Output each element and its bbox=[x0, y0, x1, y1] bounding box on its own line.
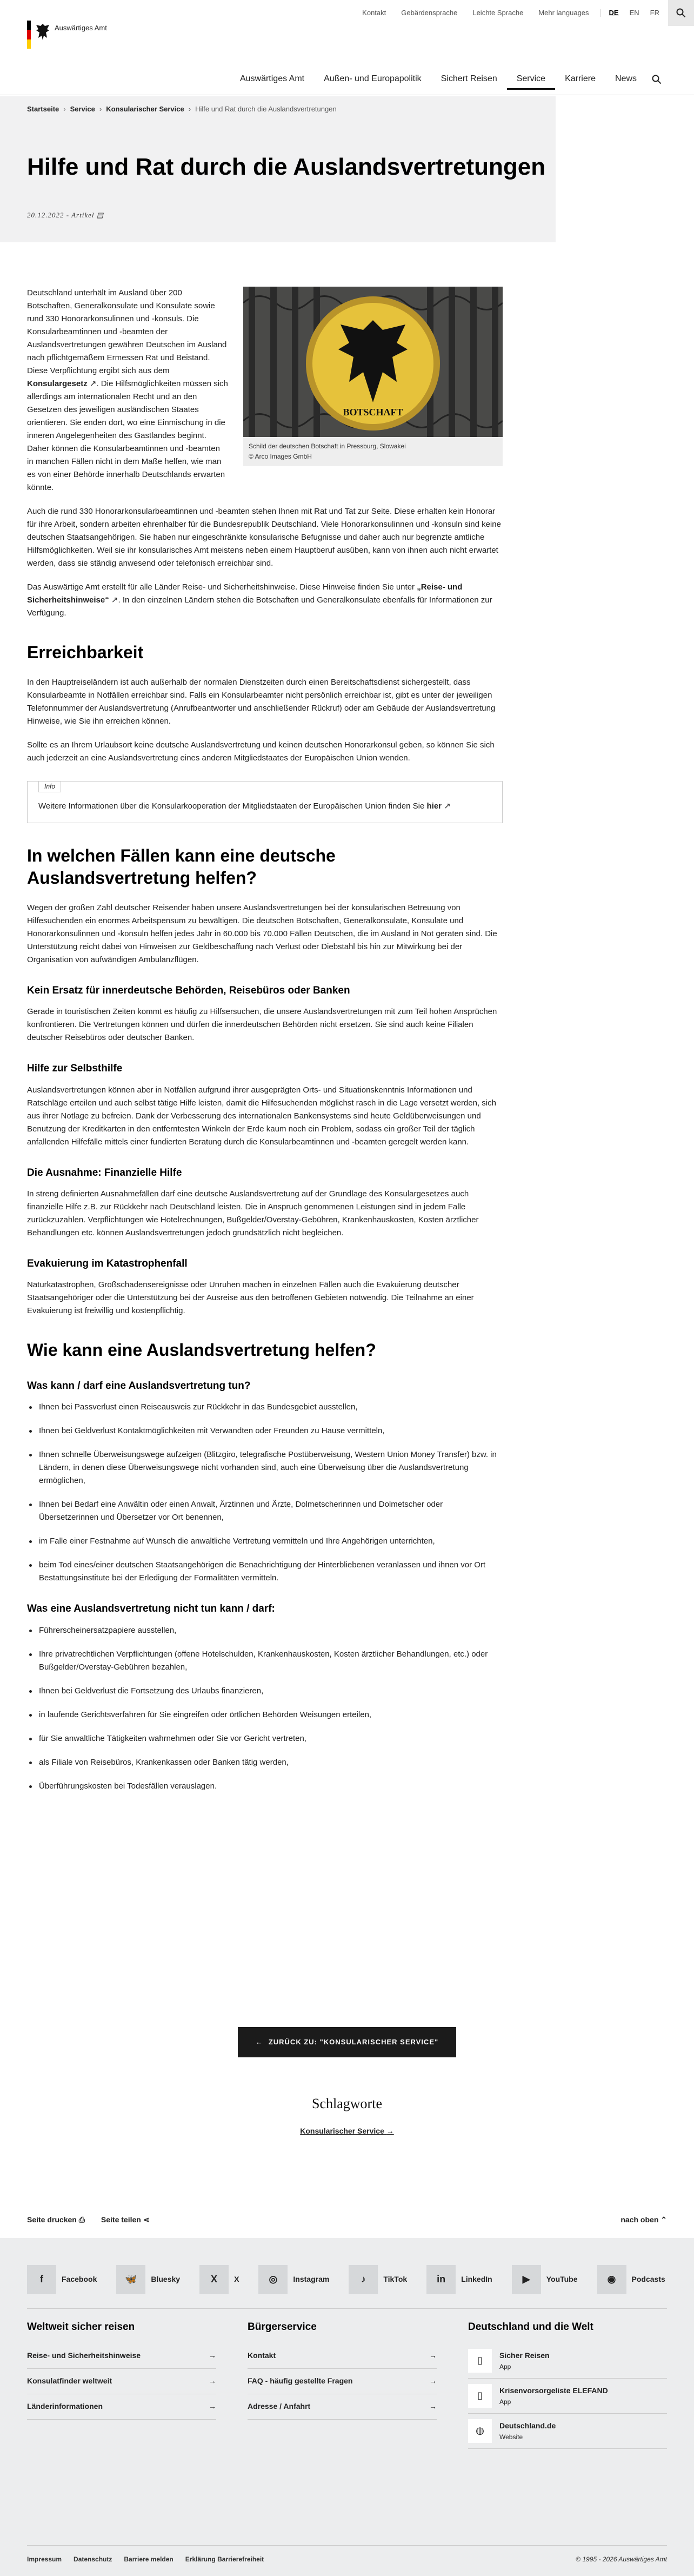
legal-link-barriere[interactable]: Barriere melden bbox=[124, 2555, 174, 2563]
image-caption bbox=[243, 437, 503, 466]
finanzielle-hilfe-paragraph: In streng definierten Ausnahmefällen darf eine deutsche Auslandsvertretung auf der Grundlage des Konsulargesetzes auch finanzielle Hilfe z.B. zur Rückkehr nach Deutschland leisten. Die in Anspruch genommenen Leistungen sind in jedem Falle zurückzuzahlen. Verpflichtungen wie Hotelrechnungen, Bußgelder/Overstay-Gebühren, Krankenhauskosten, Kosten ärztlicher Behandlungen etc. können Auslandsvertretungen jedoch grundsätzlich nicht begleichen. bbox=[27, 1189, 479, 1237]
nav-news[interactable]: News bbox=[615, 74, 637, 84]
back-button[interactable] bbox=[238, 2027, 456, 2057]
subheading-selbsthilfe: Hilfe zur Selbsthilfe bbox=[27, 1063, 123, 1075]
intro-paragraph-2: Auch die rund 330 Honorarkonsularbeamtinnen und -beamten stehen Ihnen mit Rat und Tat zur Seite. Diese erhalten kein Honorar für ihre Arbeit, sondern arbeiten ehrenhalber für die Bundesrepublik Deutschland. Viele Honorarkonsulinnen und -konsuln sind keine deutschen Staatsangehörigen. Sie haben nur eingeschränkte konsularische Befugnisse und daher auch nur begrenzte amtliche Hilfsmöglichkeiten. Weil sie ihr konsularisches Amt meistens neben einem Hauptberuf ausüben, kann von ihnen auch nicht erwartet werden, dass sie ständig anwesend oder telefonisch erreichbar sind. bbox=[27, 507, 501, 568]
phone-icon: ▯ bbox=[468, 2384, 492, 2408]
util-link-leichte-sprache[interactable]: Leichte Sprache bbox=[472, 8, 524, 17]
list-item: Ihnen bei Geldverlust Kontaktmöglichkeiten mit Verwandten oder Freunden zu Hause vermitteln, bbox=[27, 1425, 503, 1438]
flag-icon bbox=[27, 21, 31, 49]
erreichbarkeit-paragraph-1: In den Hauptreiseländern ist auch außerhalb der normalen Dienstzeiten durch einen Bereitschaftsdienst sichergestellt, dass Konsularbeamte in Notfällen erreichbar sind. Falls ein Konsularbeamter nicht persönlich erreichbar ist, gibt es unter der jeweiligen Telefonnummer der Auslandsvertretung (Anrufbeantworter und anschließender Rückruf) oder am Gebäude der Auslandsvertretung Hinweise, wie Sie ihn erreichen können. bbox=[27, 677, 496, 726]
social-tiktok[interactable] bbox=[349, 2265, 407, 2294]
footer-app-link[interactable] bbox=[468, 2379, 667, 2414]
social-label: TikTok bbox=[383, 2275, 408, 2284]
list-item: Ihre privatrechtlichen Verpflichtungen (offene Hotelschulden, Krankenhauskosten, Kosten ärztlicher Behandlungen, etc.) oder Bußgelder/Overstay-Gebühren bezahlen, bbox=[27, 1648, 503, 1674]
external-link-icon: ↗ bbox=[111, 595, 118, 605]
copyright: © 1995 - 2026 Auswärtiges Amt bbox=[576, 2555, 667, 2563]
lang-en[interactable]: EN bbox=[629, 8, 639, 17]
breadcrumb-startseite[interactable]: Startseite bbox=[27, 105, 59, 113]
legal-link-barrierefreiheit[interactable]: Erklärung Barrierefreiheit bbox=[185, 2555, 264, 2563]
arrow-right-icon: → bbox=[429, 2376, 437, 2386]
cannot-list bbox=[27, 1624, 503, 1793]
footer-app-title: Sicher Reisen bbox=[499, 2351, 550, 2360]
divider bbox=[27, 2308, 667, 2309]
share-row bbox=[27, 2214, 667, 2226]
nav-search-button[interactable] bbox=[646, 70, 667, 90]
subheading-was-nicht: Was eine Auslandsvertretung nicht tun kann / darf: bbox=[27, 1603, 275, 1615]
keywords-heading: Schlagworte bbox=[312, 2096, 382, 2111]
legal-links bbox=[27, 2545, 667, 2565]
linkedin-icon: in bbox=[426, 2265, 456, 2294]
embassy-sign-image bbox=[243, 287, 503, 437]
facebook-icon: f bbox=[27, 2265, 56, 2294]
evakuierung-paragraph: Naturkatastrophen, Großschadensereignisse oder Unruhen machen in einzelnen Fällen auch die Evakuierung deutscher Staatsangehöriger oder die Unterstützung bei der Ausreise aus den betroffenen Gebieten notwendig. Die Teilnahme an einer Evakuierung ist freiwillig und kostenpflichtig. bbox=[27, 1280, 474, 1316]
intro-text: Das Auswärtige Amt erstellt für alle Länder Reise- und Sicherheitshinweise. Diese Hinweise finden Sie unter bbox=[27, 582, 415, 592]
nav-service[interactable]: Service bbox=[507, 70, 555, 90]
list-item: Ihnen bei Bedarf eine Anwältin oder einen Anwalt, Ärztinnen und Ärzte, Dolmetscherinnen und Dolmetscher oder Übersetzerinnen und Übersetzer vor Ort benennen, bbox=[27, 1498, 503, 1524]
list-item: für Sie anwaltliche Tätigkeiten wahrnehmen oder Sie vor Gericht vertreten, bbox=[27, 1732, 503, 1745]
social-label: YouTube bbox=[546, 2275, 578, 2284]
back-to-top-label: nach oben bbox=[620, 2215, 659, 2224]
bluesky-icon: 🦋 bbox=[116, 2265, 145, 2294]
social-label: X bbox=[234, 2275, 239, 2284]
logo-text: Auswärtiges Amt bbox=[55, 24, 107, 32]
article-figure bbox=[243, 287, 503, 466]
breadcrumb-service[interactable]: Service bbox=[70, 105, 95, 113]
footer bbox=[0, 2238, 694, 2576]
keyword-link[interactable] bbox=[0, 2125, 694, 2137]
external-link-icon: ↗ bbox=[444, 801, 451, 811]
chevron-right-icon: › bbox=[63, 105, 66, 113]
tiktok-icon: ♪ bbox=[349, 2265, 378, 2294]
subheading-kein-ersatz: Kein Ersatz für innerdeutsche Behörden, Reisebüros oder Banken bbox=[27, 984, 350, 996]
arrow-right-icon: → bbox=[209, 2351, 216, 2360]
legal-link-impressum[interactable]: Impressum bbox=[27, 2555, 62, 2563]
main-content bbox=[27, 287, 503, 1804]
social-label: Facebook bbox=[62, 2275, 97, 2284]
list-item: Ihnen bei Passverlust einen Reiseausweis zur Rückkehr in das Bundesgebiet ausstellen, bbox=[27, 1401, 503, 1414]
social-links bbox=[27, 2265, 665, 2294]
caption-credit: © Arco Images GmbH bbox=[249, 453, 312, 461]
social-linkedin[interactable] bbox=[426, 2265, 492, 2294]
lang-de[interactable]: DE bbox=[609, 8, 619, 17]
share-label: Seite teilen bbox=[101, 2215, 141, 2224]
breadcrumb-current: Hilfe und Rat durch die Auslandsvertretungen bbox=[195, 105, 337, 113]
footer-link-label: FAQ - häufig gestellte Fragen bbox=[248, 2376, 353, 2386]
chevron-up-icon: ⌃ bbox=[660, 2215, 667, 2224]
breadcrumb bbox=[27, 104, 337, 115]
legal-link-datenschutz[interactable]: Datenschutz bbox=[74, 2555, 112, 2563]
caption-text: Schild der deutschen Botschaft in Pressburg, Slowakei bbox=[249, 442, 406, 450]
back-to-top-button[interactable] bbox=[620, 2214, 667, 2226]
page-title: Hilfe und Rat durch die Auslandsvertretungen bbox=[27, 154, 546, 180]
util-link-kontakt[interactable]: Kontakt bbox=[362, 8, 386, 17]
external-link-icon: ↗ bbox=[89, 379, 97, 388]
info-text-body: Weitere Informationen über die Konsularkooperation der Mitgliedstaaten der Europäischen Union finden Sie bbox=[38, 801, 425, 811]
social-label: LinkedIn bbox=[461, 2275, 492, 2284]
print-label: Seite drucken bbox=[27, 2215, 77, 2224]
footer-col-reisen bbox=[27, 2319, 216, 2420]
intro-text: Deutschland unterhält im Ausland über 200 Botschaften, Generalkonsulate und Konsulate sowie rund 330 Honorarkonsulinnen und -konsuls. Die Konsularbeamtinnen und -beamten der Auslandsvertretungen gewähren Deutschen im Ausland nach pflichtgemäßem Ermessen Rat und Beistand. Diese Verpflichtung ergibt sich aus dem bbox=[27, 288, 227, 375]
arrow-right-icon: → bbox=[429, 2401, 437, 2411]
footer-col-buergerservice bbox=[248, 2319, 437, 2420]
nav-karriere[interactable]: Karriere bbox=[565, 74, 596, 84]
footer-app-type: Website bbox=[499, 2433, 523, 2441]
footer-link[interactable] bbox=[27, 2369, 216, 2394]
intro-text: . In den einzelnen Ländern stehen die Botschaften und Generalkonsulate ebenfalls für Informationen zur Verfügung. bbox=[27, 595, 492, 618]
lang-fr[interactable]: FR bbox=[650, 8, 659, 17]
footer-link[interactable] bbox=[27, 2343, 216, 2369]
intro-paragraph-3 bbox=[27, 581, 503, 620]
nav-sicher-reisen[interactable]: Sichert Reisen bbox=[441, 74, 497, 84]
nav-aussenpolitik[interactable]: Außen- und Europapolitik bbox=[324, 74, 422, 84]
footer-col-welt bbox=[468, 2319, 667, 2449]
list-item: als Filiale von Reisebüros, Krankenkassen oder Banken tätig werden, bbox=[27, 1756, 503, 1769]
subheading-was-kann: Was kann / darf eine Auslandsvertretung tun? bbox=[27, 1380, 251, 1392]
article-meta-text: 20.12.2022 - Artikel bbox=[27, 211, 95, 219]
footer-link-label: Reise- und Sicherheitshinweise bbox=[27, 2351, 141, 2360]
podcast-icon: ◉ bbox=[597, 2265, 626, 2294]
phone-icon: ▯ bbox=[468, 2349, 492, 2373]
intro-text: . Die Hilfsmöglichkeiten müssen sich allerdings am internationalen Recht und an den Gesetzen des jeweiligen ausländischen Staates orientieren. Sie enden dort, wo eine Einmischung in die inneren Angelegenheiten des Gastlandes beginnt. Daher können die Konsularbeamtinnen und -beamten in manchen Fällen nicht in dem Maße helfen, wie man es von einer Behörde innerhalb Deutschlands erwarten könnte. bbox=[27, 379, 228, 492]
arrow-right-icon: → bbox=[386, 2127, 394, 2135]
konsulargesetz-link[interactable]: Konsulargesetz bbox=[27, 379, 88, 388]
eagle-icon bbox=[35, 23, 50, 41]
section-heading-wie: Wie kann eine Auslandsvertretung helfen? bbox=[27, 1340, 376, 1360]
list-item: im Falle einer Festnahme auf Wunsch die anwaltliche Vertretung vermitteln und Ihre Angehörigen unterrichten, bbox=[27, 1535, 503, 1548]
main-nav bbox=[230, 70, 667, 90]
keyword-link-label: Konsularischer Service bbox=[300, 2127, 384, 2135]
list-item: Führerscheinersatzpapiere ausstellen, bbox=[27, 1624, 503, 1637]
social-youtube[interactable] bbox=[512, 2265, 578, 2294]
utility-bar bbox=[355, 0, 694, 26]
info-tag: Info bbox=[38, 781, 61, 792]
info-box bbox=[27, 781, 503, 823]
chevron-right-icon: › bbox=[99, 105, 102, 113]
footer-link[interactable] bbox=[248, 2369, 437, 2394]
footer-app-title: Deutschland.de bbox=[499, 2421, 556, 2431]
sign-text: BOTSCHAFT bbox=[343, 407, 403, 418]
instagram-icon: ◎ bbox=[258, 2265, 288, 2294]
document-icon: ▤ bbox=[96, 211, 104, 219]
share-icon: ⋖ bbox=[143, 2215, 150, 2224]
list-item: in laufende Gerichtsverfahren für Sie eingreifen oder örtlichen Behörden Weisungen erteilen, bbox=[27, 1708, 503, 1721]
social-label: Podcasts bbox=[631, 2275, 665, 2284]
faelle-paragraph: Wegen der großen Zahl deutscher Reisender haben unsere Auslandsvertretungen bei der konsularischen Betreuung von Hilfesuchenden ein enormes Arbeitspensum zu bewältigen. Die deutschen Botschaften, Generalkonsulate, Konsulate und Honorarkonsulinnen und -konsuln helfen jedes Jahr in 60.000 bis 70.000 Fällen Deutschen, die im Ausland in Not geraten sind. Die Unterstützung reicht dabei von Hinweisen zur Geldbeschaffung nach Verlust oder Diebstahl bis hin zur Mitwirkung bei der Organisation von aufwändigen Ambulanzflügen. bbox=[27, 903, 497, 964]
nav-auswaertiges-amt[interactable]: Auswärtiges Amt bbox=[239, 74, 305, 84]
arrow-right-icon: → bbox=[429, 2351, 437, 2360]
embassy-photo bbox=[243, 287, 503, 437]
info-link[interactable]: hier bbox=[426, 801, 442, 811]
chevron-right-icon: › bbox=[188, 105, 191, 113]
list-item: Ihnen bei Geldverlust die Fortsetzung des Urlaubs finanzieren, bbox=[27, 1685, 503, 1698]
arrow-right-icon: → bbox=[209, 2401, 216, 2411]
breadcrumb-konsularischer-service[interactable]: Konsularischer Service bbox=[106, 105, 184, 113]
footer-heading: Deutschland und die Welt bbox=[468, 2321, 593, 2333]
social-x[interactable] bbox=[199, 2265, 239, 2294]
arrow-left-icon: ← bbox=[255, 2037, 263, 2046]
printer-icon: ⎙ bbox=[78, 2215, 85, 2224]
social-instagram[interactable] bbox=[258, 2265, 329, 2294]
arrow-right-icon: → bbox=[209, 2376, 216, 2386]
footer-app-title: Krisenvorsorgeliste ELEFAND bbox=[499, 2386, 608, 2395]
footer-app-link[interactable] bbox=[468, 2343, 667, 2379]
social-label: Bluesky bbox=[151, 2275, 181, 2284]
footer-link-label: Konsulatfinder weltweit bbox=[27, 2376, 112, 2386]
social-label: Instagram bbox=[293, 2275, 330, 2284]
social-podcasts[interactable] bbox=[597, 2265, 665, 2294]
search-icon bbox=[676, 8, 686, 18]
footer-link-label: Kontakt bbox=[248, 2351, 276, 2360]
x-icon: X bbox=[199, 2265, 229, 2294]
selbsthilfe-paragraph: Auslandsvertretungen können aber in Notfällen aufgrund ihrer ausgeprägten Orts- und Situationskenntnis Informationen und Ratschläge erteilen und auch selbst tätige Hilfe leisten, damit die Hilfesuchenden möglichst rasch in die Lage versetzt werden, sich aus ihrer Notlage zu befreien. Dank der Verbesserung des internationalen Bankensystems sind heute Geldüberweisungen und Benutzung der Kreditkarten in den entferntesten Winkeln der Erde kaum noch ein Problem, sodass ein großer Teil der täglich anfallenden Hilfefälle mittels einer fundierten Beratung durch die Konsularbeamtinnen und -beamten geregelt werden kann. bbox=[27, 1085, 496, 1147]
footer-app-type: App bbox=[499, 2398, 511, 2406]
subheading-finanzielle-hilfe: Die Ausnahme: Finanzielle Hilfe bbox=[27, 1167, 182, 1178]
social-facebook[interactable] bbox=[27, 2265, 97, 2294]
list-item: Ihnen schnelle Überweisungswege aufzeigen (Blitzgiro, telegrafische Postüberweisung, Western Union Money Transfer) bzw. in Ländern, in denen diese Überweisungswege nicht vorhanden sind, auch eine Überweisung über die Auslandsvertretung ermöglichen, bbox=[27, 1448, 503, 1487]
print-button[interactable] bbox=[27, 2214, 85, 2226]
footer-app-type: App bbox=[499, 2362, 511, 2370]
section-heading-faelle: In welchen Fällen kann eine deutsche Auslandsvertretung helfen? bbox=[27, 845, 336, 888]
globe-icon: ◍ bbox=[468, 2419, 492, 2443]
subheading-evakuierung: Evakuierung im Katastrophenfall bbox=[27, 1257, 188, 1269]
footer-app-link[interactable] bbox=[468, 2414, 667, 2449]
util-link-gebaerdensprache[interactable]: Gebärdensprache bbox=[401, 8, 458, 17]
reisehinweise-link[interactable]: „Reise- und Sicherheitshinweise“ bbox=[27, 582, 463, 605]
youtube-icon: ▶ bbox=[512, 2265, 541, 2294]
section-heading-erreichbarkeit: Erreichbarkeit bbox=[27, 643, 144, 662]
search-button[interactable] bbox=[668, 0, 694, 26]
footer-heading: Bürgerservice bbox=[248, 2321, 317, 2333]
info-text bbox=[38, 800, 491, 813]
search-icon bbox=[652, 75, 662, 84]
page-header bbox=[0, 96, 556, 242]
footer-link-label: Adresse / Anfahrt bbox=[248, 2401, 311, 2411]
kein-ersatz-paragraph: Gerade in touristischen Zeiten kommt es häufig zu Hilfsersuchen, die unsere Auslandsvertretungen mit zum Teil hohen Ansprüchen konfrontieren. Die Vertretungen können und dürfen die innerdeutschen Behörden nicht ersetzen. Sie sind auch keine Filialen deutscher Reisebüros oder deutscher Banken. bbox=[27, 1007, 497, 1043]
share-button[interactable] bbox=[101, 2214, 150, 2226]
list-item: beim Tod eines/einer deutschen Staatsangehörigen die Benachrichtigung der Hinterbliebenen veranlassen und ihnen vor Ort Bestattungsinstitute bei der Erledigung der Formalitäten vermitteln. bbox=[27, 1559, 503, 1585]
footer-link[interactable] bbox=[27, 2394, 216, 2420]
back-button-label: ZURÜCK ZU: "KONSULARISCHER SERVICE" bbox=[268, 2037, 439, 2046]
article-meta bbox=[27, 210, 104, 221]
social-bluesky[interactable] bbox=[116, 2265, 180, 2294]
erreichbarkeit-paragraph-2: Sollte es an Ihrem Urlaubsort keine deutsche Auslandsvertretung und keinen deutschen Honorarkonsul geben, so können Sie sich auch jederzeit an eine Auslandsvertretung eines anderen Mitgliedstaates der Europäischen Union wenden. bbox=[27, 740, 495, 763]
more-languages-button[interactable]: Mehr languages bbox=[538, 8, 589, 17]
can-list bbox=[27, 1401, 503, 1585]
logo[interactable] bbox=[27, 21, 107, 49]
list-item: Überführungskosten bei Todesfällen verauslagen. bbox=[27, 1780, 503, 1793]
footer-link-label: Länderinformationen bbox=[27, 2401, 103, 2411]
footer-heading: Weltweit sicher reisen bbox=[27, 2321, 135, 2333]
footer-link[interactable] bbox=[248, 2343, 437, 2369]
footer-link[interactable] bbox=[248, 2394, 437, 2420]
